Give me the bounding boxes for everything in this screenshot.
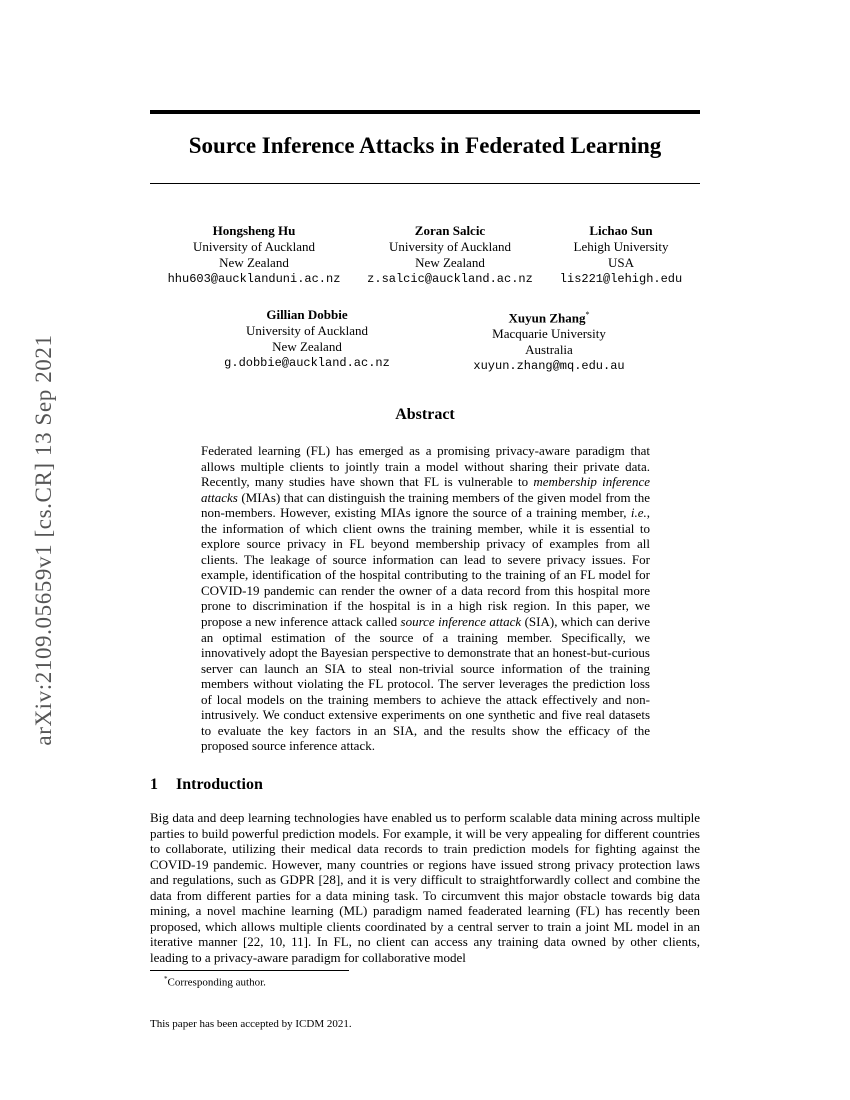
author-block-sun [560, 223, 682, 287]
author-block-zhang [473, 307, 624, 374]
abstract-text: Federated learning (FL) has emerged as a promising privacy-aware paradigm that allows multiple clients to jointly train a model without sharing their private data. Recently, many studies have shown that FL is vulnerable to [201, 443, 650, 490]
author-affiliation: University of Auckland [192, 239, 316, 254]
author-name: Lichao Sun [589, 223, 653, 238]
author-affiliation: University of Auckland [388, 239, 512, 254]
arxiv-identifier-stamp: arXiv:2109.05659v1 [cs.CR] 13 Sep 2021 [31, 334, 56, 746]
footnote-rule [150, 970, 349, 971]
author-email: z.salcic@auckland.ac.nz [367, 272, 533, 286]
author-name: Zoran Salcic [414, 223, 486, 238]
author-affiliation: Macquarie University [492, 326, 606, 342]
author-country: Australia [525, 342, 573, 358]
section-title: Introduction [176, 776, 263, 793]
introduction-body: Big data and deep learning technologies have enabled us to perform scalable data mining across multiple parties to build powerful prediction models. For example, it will be very appealing for different countries to collaborate, utilizing their medical data records to train prediction models for fighting against the COVID-19 pandemic. However, many countries or regions have issued strong privacy protection laws and regulations, such as GDPR [28], and it is very difficult to straightforwardly collect and combine the data from different parties for a data mining task. To circumvent this major obstacle towards big data mining, a novel machine learning (ML) paradigm named feaderated learning (FL) has recently been proposed, which allows multiple clients coordinated by a central server to train a joint ML model in an iterative manner [22, 10, 11]. In FL, no client can access any training data owned by other clients, leading to a privacy-aware paradigm for collaborative model [150, 810, 700, 965]
author-country: New Zealand [219, 255, 289, 270]
author-name: Hongsheng Hu [212, 223, 296, 238]
title-bottom-rule [150, 183, 700, 184]
footnote [164, 975, 266, 989]
abstract-text: , the information of which client owns the training member, while it is essential to explore source privacy in FL beyond membership privacy of examples from all clients. The leakage of source information can lead to severe privacy issues. For example, identification of the hospital contributing to the training of an FL model for COVID-19 pandemic can render the owner of a data record from this hospital more prone to discrimination if the hospital is in a high risk region. In this paper, we propose a new inference attack called [201, 505, 650, 630]
footnote-mark: * [164, 975, 168, 983]
abstract-heading: Abstract [395, 406, 455, 423]
author-email: hhu603@aucklanduni.ac.nz [167, 272, 341, 286]
abstract-emphasis: membership inference attacks [201, 474, 650, 505]
author-name [473, 307, 624, 326]
paper-title: Source Inference Attacks in Federated Learning [188, 133, 662, 158]
abstract-emphasis: i.e. [630, 505, 647, 521]
abstract-body [201, 443, 650, 754]
author-email: g.dobbie@auckland.ac.nz [224, 356, 390, 370]
author-affiliation: University of Auckland [245, 323, 369, 338]
author-country: USA [607, 255, 635, 270]
author-country: New Zealand [272, 339, 342, 354]
abstract-text: (SIA), which can derive an optimal estimation of the source of a training member. Specifically, we innovatively adopt the Bayesian perspective to demonstrate that an honest-but-curious server can launch an SIA to steal non-trivial source information of the training members without violating the FL protocol. The server leverages the prediction loss of local models on the training members to achieve the attack effectively and non-intrusively. We conduct extensive experiments on one synthetic and five real datasets to evaluate the key factors in an SIA, and the results show the efficacy of the proposed source inference attack. [201, 614, 650, 754]
author-block-salcic [367, 223, 533, 287]
author-email: lis221@lehigh.edu [559, 272, 683, 286]
author-block-hu [168, 223, 341, 287]
author-affiliation: Lehigh University [573, 239, 669, 254]
footnote-text: Corresponding author. [167, 976, 266, 989]
section-number: 1 [150, 776, 158, 793]
acceptance-note: This paper has been accepted by ICDM 2021. [150, 1018, 352, 1030]
author-block-dobbie [224, 307, 390, 371]
author-country: New Zealand [415, 255, 485, 270]
author-name: Gillian Dobbie [266, 307, 348, 322]
section-heading-introduction [150, 776, 263, 794]
abstract-text: (MIAs) that can distinguish the training members of the given model from the non-members. However, existing MIAs ignore the source of a training member, [201, 489, 650, 521]
corresponding-author-mark: * [585, 310, 590, 319]
author-name-text: Xuyun Zhang [508, 310, 586, 326]
title-top-rule [150, 110, 700, 114]
author-email: xuyun.zhang@mq.edu.au [473, 359, 625, 374]
abstract-emphasis: source inference attack [400, 614, 522, 630]
